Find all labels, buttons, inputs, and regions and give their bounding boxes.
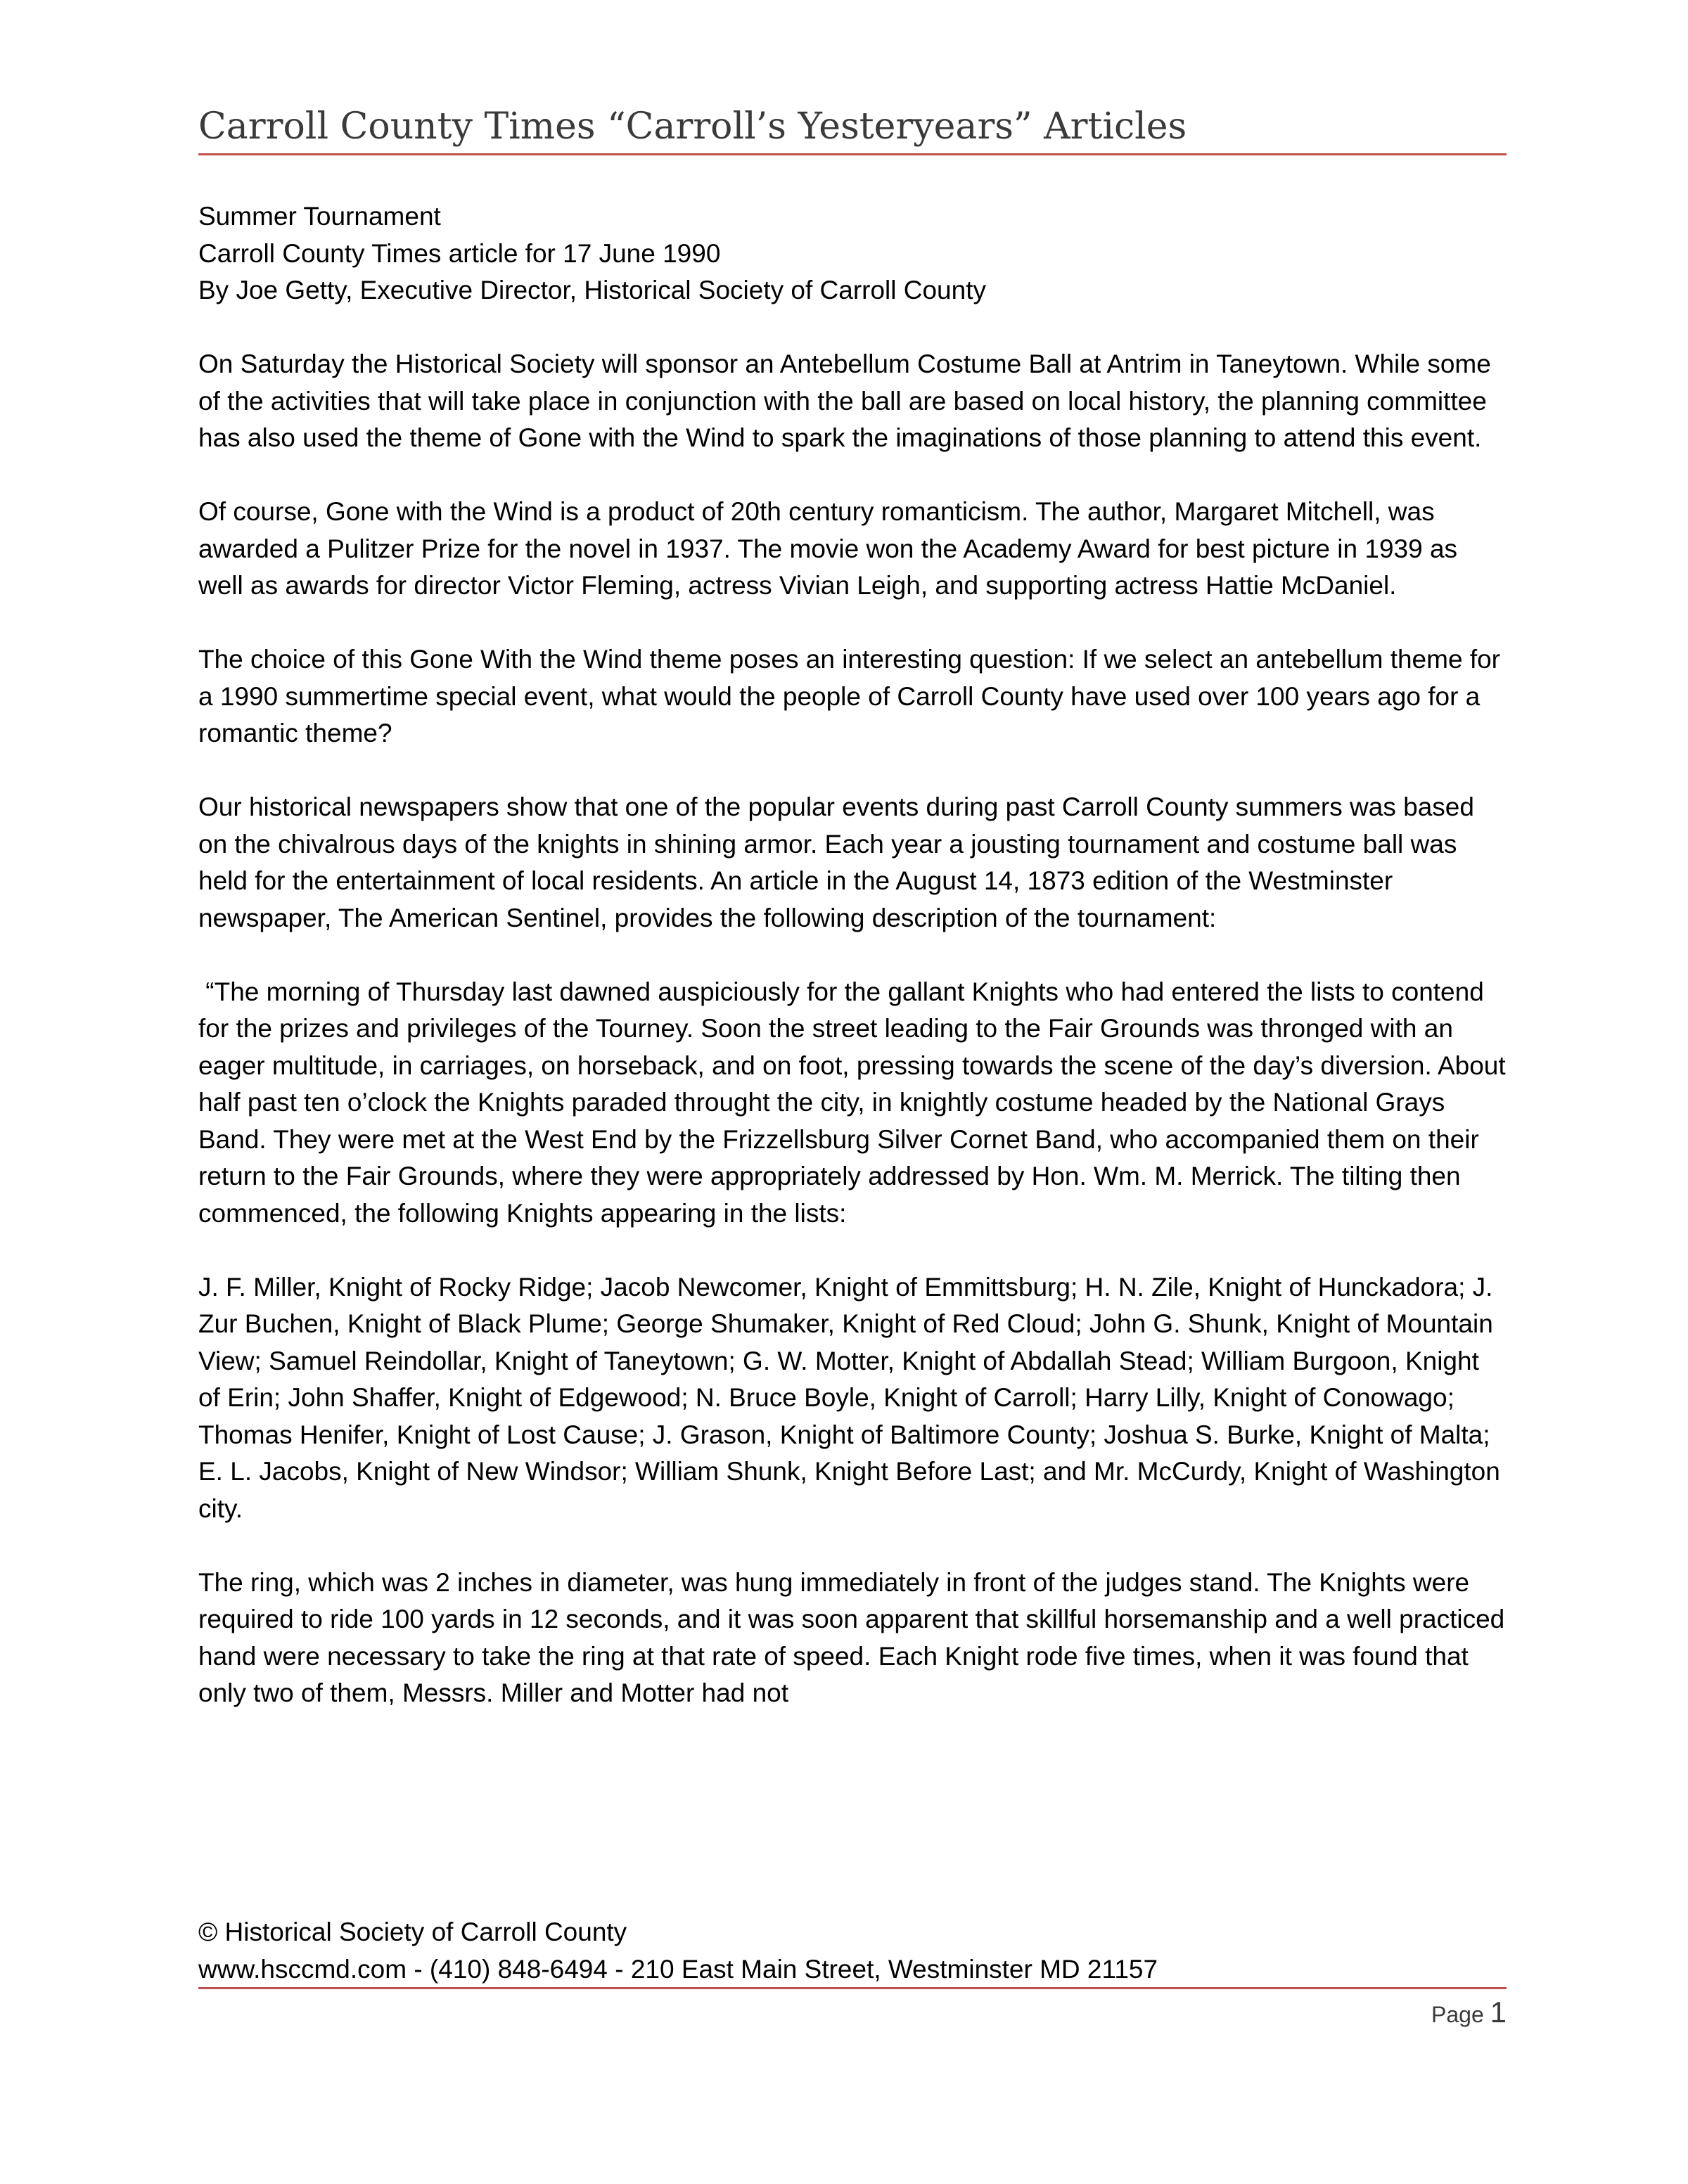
knights-list-paragraph: J. F. Miller, Knight of Rocky Ridge; Jacob Newcomer, Knight of Emmittsburg; H. N. Zile, Knight of Hunckadora; J. Zur Buchen, Knight of Black Plume; George Shumaker, Knight of Red Cloud; John G. Shunk, Knight of Mountain View; Samuel Reindollar, Knight of Taneytown; G. W. Motter, Knight of Abdallah Stead; William Burgoon, Knight of Erin; John Shaffer, Knight of Edgewood; N. Bruce Boyle, Knight of Carroll; Harry Lilly, Knight of Conowago; Thomas Henifer, Knight of Lost Cause; J. Grason, Knight of Baltimore County; Joshua S. Burke, Knight of Malta; E. L. Jacobs, Knight of New Windsor; William Shunk, Knight Before Last; and Mr. McCurdy, Knight of Washington city. bbox=[198, 1272, 1500, 1523]
footer-contact: www.hsccmd.com - (410) 848-6494 - 210 East Main Street, Westminster MD 21157 bbox=[198, 1954, 1158, 1984]
page-label: Page bbox=[1431, 2002, 1484, 2027]
page-number bbox=[1431, 1994, 1507, 2033]
article-subtitle: Carroll County Times article for 17 June 1990 bbox=[198, 238, 721, 268]
paragraph: The ring, which was 2 inches in diameter, was hung immediately in front of the judges stand. The Knights were required to ride 100 yards in 12 seconds, and it was soon apparent that skillful horsemanship and a well practiced hand were necessary to take the ring at that rate of speed. Each Knight rode five times, when it was found that only two of them, Messrs. Miller and Motter had not bbox=[198, 1567, 1505, 1707]
paragraph: Of course, Gone with the Wind is a product of 20th century romanticism. The author, Margaret Mitchell, was awarded a Pulitzer Prize for the novel in 1937. The movie won the Academy Award for best picture in 1939 as well as awards for director Victor Fleming, actress Vivian Leigh, and supporting actress Hattie McDaniel. bbox=[198, 497, 1458, 600]
paragraph: Our historical newspapers show that one of the popular events during past Carroll County summers was based on the chivalrous days of the knights in shining armor. Each year a jousting tournament and costume ball was held for the entertainment of local residents. An article in the August 14, 1873 edition of the Westminster newspaper, The American Sentinel, provides the following description of the tournament: bbox=[198, 792, 1474, 932]
header-divider bbox=[198, 153, 1507, 155]
article-title: Summer Tournament bbox=[198, 202, 441, 231]
article-body bbox=[198, 198, 1513, 1749]
quoted-paragraph: “The morning of Thursday last dawned auspiciously for the gallant Knights who had entered the lists to contend for the prizes and privileges of the Tourney. Soon the street leading to the Fair Grounds was thronged with an eager multitude, in carriages, on horseback, and on foot, pressing towards the scene of the day’s diversion. About half past ten o’clock the Knights paraded throught the city, in knightly costume headed by the National Grays Band. They were met at the West End by the Frizzellsburg Silver Cornet Band, who accompanied them on their return to the Fair Grounds, where they were appropriately addressed by Hon. Wm. M. Merrick. The tilting then commenced, the following Knights appearing in the lists: bbox=[198, 977, 1513, 1228]
page-header-title: Carroll County Times “Carroll’s Yesteryears” Articles bbox=[198, 105, 1187, 148]
paragraph: The choice of this Gone With the Wind theme poses an interesting question: If we select an antebellum theme for a 1990 summertime special event, what would the people of Carroll County have used over 100 years ago for a romantic theme? bbox=[198, 645, 1500, 747]
footer-copyright: © Historical Society of Carroll County bbox=[198, 1918, 627, 1946]
paragraph: On Saturday the Historical Society will sponsor an Antebellum Costume Ball at Antrim in Taneytown. While some of the activities that will take place in conjunction with the ball are based on local history, the planning committee has also used the theme of Gone with the Wind to spark the imaginations of those planning to attend this event. bbox=[198, 349, 1491, 452]
page-footer bbox=[198, 1914, 1507, 1988]
footer-divider bbox=[198, 1987, 1507, 1989]
page-number-value: 1 bbox=[1490, 1996, 1507, 2029]
article-byline: By Joe Getty, Executive Director, Historical Society of Carroll County bbox=[198, 276, 986, 304]
